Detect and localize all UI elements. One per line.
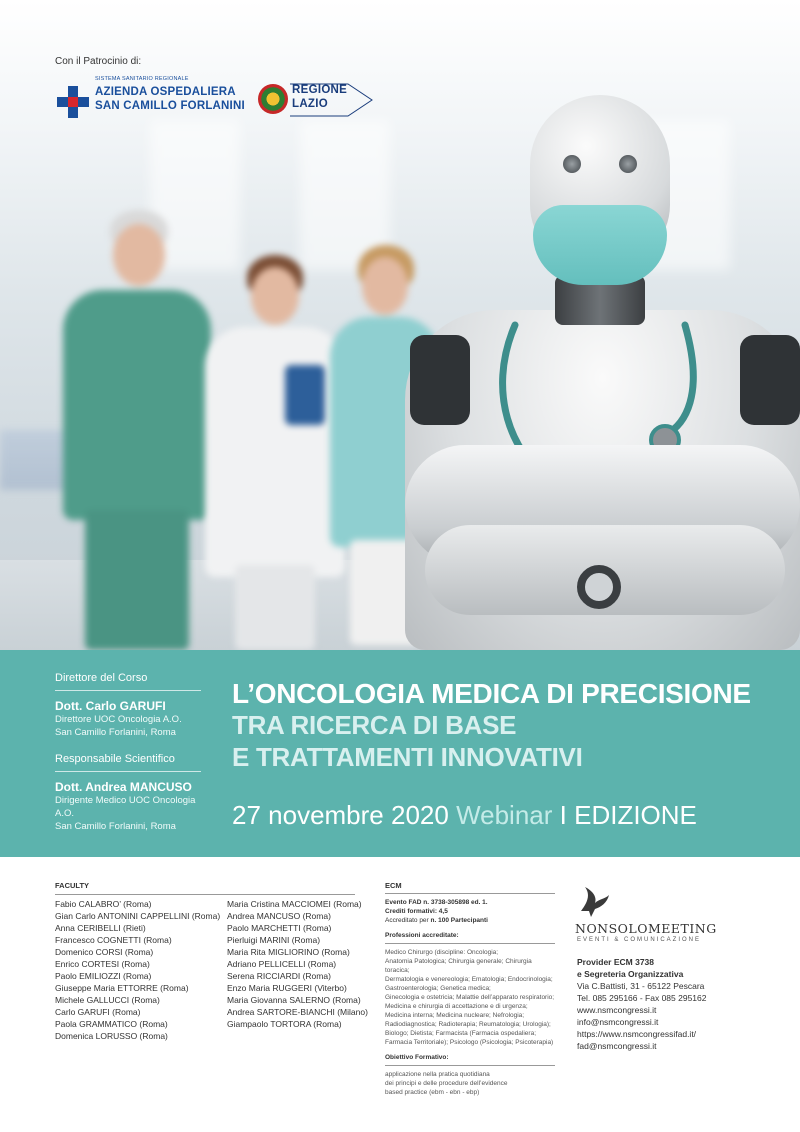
objective-heading: Obiettivo Formativo: [385,1054,449,1061]
event-format: Webinar [456,800,553,830]
ecm-credits: Crediti formativi: 4,5 [385,908,448,915]
faculty-list-2 [227,898,368,1030]
faculty-member: Andrea MANCUSO (Roma) [227,911,331,921]
profession-line: Dermatologia e venereologia; Ematologia; Endocrinologia; [385,976,553,983]
faculty-member: Maria Giovanna SALERNO (Roma) [227,995,361,1005]
doctor-figure [205,255,345,650]
faculty-member: Giuseppe Maria ETTORRE (Roma) [55,983,189,993]
event-title: L’ONCOLOGIA MEDICA DI PRECISIONE [232,678,751,709]
ecm-heading: ECM [385,881,402,890]
profession-line: Medicina e chirurgia di accettazione e di urgenza; [385,1003,528,1010]
profession-line: Biologo; Dietista; Farmacista (Farmacia ospedaliera; [385,1030,537,1037]
title-band [0,650,800,857]
ecm-event: Evento FAD n. 3738-305898 ed. 1. [385,899,488,906]
provider-fad-email[interactable]: fad@nsmcongressi.it [577,1041,657,1051]
faculty-member: Gian Carlo ANTONINI CAPPELLINI (Roma) [55,911,221,921]
nsm-logo-tagline: EVENTI & COMUNICAZIONE [577,937,702,943]
course-director-affiliation: Direttore UOC Oncologia A.O. [55,714,182,725]
event-subtitle: TRA RICERCA DI BASE [232,710,517,740]
faculty-member: Giampaolo TORTORA (Roma) [227,1019,342,1029]
faculty-member: Carlo GARUFI (Roma) [55,1007,141,1017]
faculty-member: Domenica LORUSSO (Roma) [55,1031,168,1041]
faculty-list-1 [55,898,220,1042]
ecm-accreditation: Accreditato per n. 100 Partecipanti [385,917,488,924]
aso-name-line1: AZIENDA OSPEDALIERA [95,86,236,98]
directors-column [55,672,205,833]
nsm-logo [575,885,750,945]
scientific-lead-role: Responsabile Scientifico [55,753,201,772]
lazio-bracket-icon [288,82,378,118]
event-edition: I EDIZIONE [559,800,697,830]
event-subtitle: E TRATTAMENTI INNOVATIVI [232,742,583,772]
regione-emblem-icon [258,84,288,114]
objective-text [385,1070,555,1097]
objective-line: dei principi e delle procedure dell’evidence [385,1080,508,1087]
aso-system-label: SISTEMA SANITARIO REGIONALE [95,76,189,82]
course-director-role: Direttore del Corso [55,672,201,691]
faculty-member: Maria Rita MIGLIORINO (Roma) [227,947,350,957]
profession-line: Medicina interna; Medicina nucleare; Nefrologia; [385,1012,525,1019]
provider-website[interactable]: www.nsmcongressi.it [577,1005,657,1015]
faculty-divider [55,894,355,895]
profession-line: Medico Chirurgo (discipline: Oncologia; [385,949,499,956]
provider-email[interactable]: info@nsmcongressi.it [577,1017,659,1027]
professions-list [385,948,555,1047]
robot-doctor-figure [365,95,800,650]
profession-line: Radiodiagnostica; Radioterapia; Reumatologia; Urologia); [385,1021,551,1028]
lazio-line1: REGIONE [292,84,348,96]
robot-core [577,565,621,609]
ecm-section [385,881,555,1097]
faculty-member: Enzo Maria RUGGERI (Viterbo) [227,983,347,993]
professions-heading: Professioni accreditate: [385,932,459,939]
faculty-member: Anna CERIBELLI (Rieti) [55,923,146,933]
scientific-lead-affiliation: San Camillo Forlanini, Roma [55,821,176,832]
profession-line: Ginecologia e ostetricia; Malattie dell’apparato respiratorio; [385,994,555,1001]
provider-address: Via C.Battisti, 31 - 65122 Pescara [577,981,705,991]
aso-logo [57,76,257,126]
faculty-heading: FACULTY [55,881,90,890]
doctor-figure [55,210,215,650]
faculty-member: Pierluigi MARINI (Roma) [227,935,321,945]
objective-line: based practice (ebm - ebn - ebp) [385,1089,480,1096]
faculty-member: Serena RICCIARDI (Roma) [227,971,331,981]
faculty-member: Paolo EMILIOZZI (Roma) [55,971,152,981]
event-date: 27 novembre 2020 [232,800,449,830]
scientific-lead-affiliation: Dirigente Medico UOC Oncologia A.O. [55,795,196,819]
faculty-member: Adriano PELLICELLI (Roma) [227,959,337,969]
faculty-member: Francesco COGNETTI (Roma) [55,935,172,945]
provider-id: Provider ECM 3738 [577,957,655,967]
objective-line: applicazione nella pratica quotidiana [385,1071,490,1078]
faculty-member: Paolo MARCHETTI (Roma) [227,923,332,933]
profession-line: Farmacia Territoriale); Psicologo (Psicologia; Psicoterapia) [385,1039,554,1046]
faculty-member: Paola GRAMMATICO (Roma) [55,1019,168,1029]
event-date-line [232,800,697,831]
faculty-member: Domenico CORSI (Roma) [55,947,154,957]
profession-line: Anatomia Patologica; Chirurgia generale; Chirurgia toracica; [385,958,532,974]
scientific-lead-name: Dott. Andrea MANCUSO [55,780,192,794]
red-cross-icon [57,86,89,118]
provider-info [577,956,707,1052]
aso-name-line2: SAN CAMILLO FORLANINI [95,100,245,112]
lazio-line2: LAZIO [292,98,328,110]
nsm-logo-name: NONSOLOMEETING [575,921,717,936]
provider-fad-website[interactable]: https://www.nsmcongressifad.it/ [577,1029,697,1039]
patronage-label: Con il Patrocinio di: [55,56,142,67]
provider-phone: Tel. 085 295166 - Fax 085 295162 [577,993,707,1003]
faculty-member: Michele GALLUCCI (Roma) [55,995,160,1005]
faculty-member: Maria Cristina MACCIOMEI (Roma) [227,899,362,909]
course-director-name: Dott. Carlo GARUFI [55,699,166,713]
pegasus-icon [577,885,611,919]
faculty-member: Enrico CORTESI (Roma) [55,959,150,969]
provider-role: e Segreteria Organizzativa [577,969,684,979]
faculty-member: Andrea SARTORE-BIANCHI (Milano) [227,1007,368,1017]
faculty-member: Fabio CALABRO’ (Roma) [55,899,152,909]
course-director-affiliation: San Camillo Forlanini, Roma [55,727,176,738]
profession-line: Gastroenterologia; Genetica medica; [385,985,491,992]
regione-lazio-logo [258,82,378,118]
